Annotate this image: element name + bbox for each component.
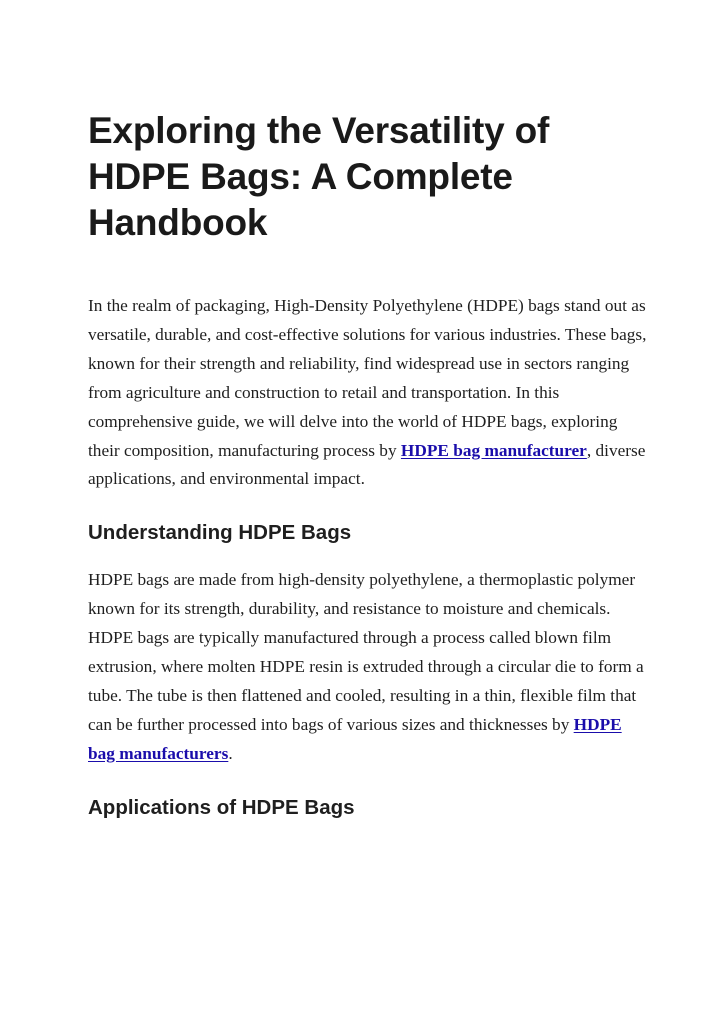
hdpe-bag-manufacturers-link[interactable]: HDPE bag manufacturers [88, 714, 622, 763]
section-heading-understanding: Understanding HDPE Bags [88, 521, 352, 545]
intro-paragraph [88, 292, 648, 494]
hdpe-bag-manufacturer-link[interactable]: HDPE bag manufacturer [400, 440, 587, 460]
page-title: Exploring the Versatility of HDPE Bags: A Complete Handbook [88, 110, 550, 243]
section-heading-applications: Applications of HDPE Bags [88, 795, 355, 819]
understanding-text-before-link: HDPE bags are made from high-density polyethylene, a thermoplastic polymer known for its strength, durability, and resistance to moisture and chemicals. HDPE bags are typically manufactured through a process called blown film extrusion, where molten HDPE resin is extruded through a circular die to form a tube. The tube is then flattened and cooled, resulting in a thin, flexible film that can be further processed into bags of various sizes and thicknesses by [88, 570, 644, 734]
intro-text-before-link: In the realm of packaging, High-Density Polyethylene (HDPE) bags stand out as versatile, durable, and cost-effective solutions for various industries. These bags, known for their strength and reliability, find widespread use in sectors ranging from agriculture and construction to retail and transportation. In this comprehensive guide, we will delve into the world of HDPE bags, exploring their composition, manufacturing process by [88, 296, 647, 460]
understanding-paragraph [88, 566, 648, 768]
understanding-text-after-link: . [228, 743, 233, 763]
intro-text-after-link: , diverse applications, and environmental impact. [88, 440, 646, 489]
document-content [88, 108, 648, 821]
